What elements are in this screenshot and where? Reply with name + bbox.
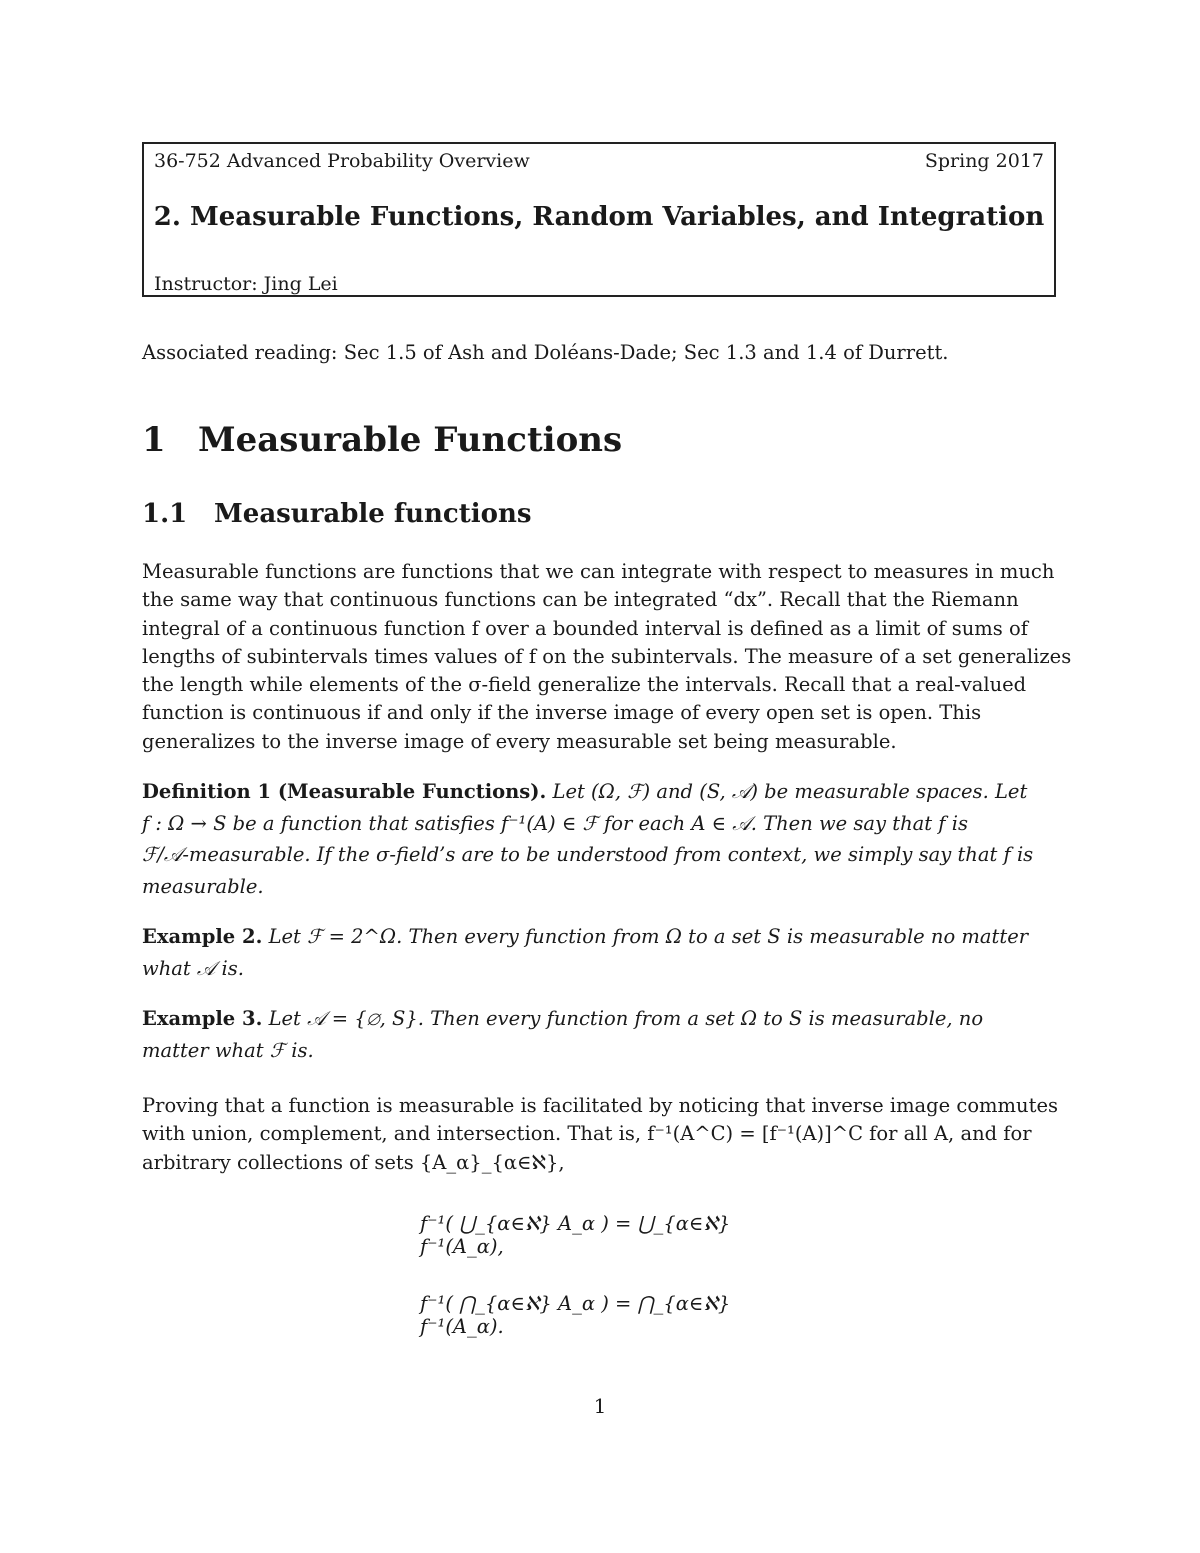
closing-paragraph — [142, 1092, 1058, 1177]
example-text: Let ℱ = 2^Ω. Then every function from Ω to a set S is measurable no matter — [268, 925, 1029, 948]
definition-line: ℱ/𝒜-measurable. If the σ-field’s are to be understood from context, we simply say that f is — [142, 843, 1034, 866]
intro-paragraph — [142, 558, 1072, 756]
example-2 — [142, 921, 1058, 984]
associated-reading: Associated reading: Sec 1.5 of Ash and Doléans-Dade; Sec 1.3 and 1.4 of Durrett. — [142, 341, 949, 364]
definition-text: Let (Ω, ℱ) and (S, 𝒜) be measurable spaces. Let — [552, 780, 1028, 803]
definition-line — [142, 776, 1058, 808]
paragraph-line: with union, complement, and intersection. That is, f⁻¹(A^C) = [f⁻¹(A)]^C for all A, and for — [142, 1122, 1032, 1146]
definition-1 — [142, 776, 1058, 902]
paragraph-line: the length while elements of the σ-field generalize the intervals. Recall that a real-valued — [142, 673, 1027, 697]
lecture-title: 2. Measurable Functions, Random Variables, and Integration — [153, 202, 1045, 232]
subsection-number: 1.1 — [142, 499, 188, 529]
display-equations — [420, 1200, 820, 1360]
paragraph-line: generalizes to the inverse image of every measurable set being measurable. — [142, 729, 897, 753]
example-line: matter what ℱ is. — [142, 1038, 314, 1062]
example-3 — [142, 1003, 1058, 1066]
definition-label: Definition 1 (Measurable Functions). — [142, 780, 547, 803]
definition-line: measurable. — [142, 874, 264, 898]
course-name: 36-752 Advanced Probability Overview — [154, 150, 530, 172]
example-line: what 𝒜 is. — [142, 956, 244, 980]
instructor-line: Instructor: Jing Lei — [154, 273, 338, 295]
section-heading — [142, 420, 622, 460]
paragraph-line: the same way that continuous functions can be integrated “dx”. Recall that the Riemann — [142, 588, 1019, 612]
paragraph-line: lengths of subintervals times values of f on the subintervals. The measure of a set generalizes — [142, 644, 1072, 668]
example-text: Let 𝒜 = {∅, S}. Then every function from a set Ω to S is measurable, no — [268, 1007, 984, 1030]
section-title: Measurable Functions — [198, 420, 623, 460]
definition-line: f : Ω → S be a function that satisfies f⁻¹(A) ∈ ℱ for each A ∈ 𝒜. Then we say that f is — [142, 811, 968, 835]
paragraph-line: integral of a continuous function f over a bounded interval is defined as a limit of sums of — [142, 616, 1028, 640]
section-number: 1 — [142, 420, 166, 460]
paragraph-line: function is continuous if and only if the inverse image of every open set is open. This — [142, 701, 982, 725]
page-number: 1 — [593, 1394, 607, 1418]
equation-union: f⁻¹( ⋃_{α∈ℵ} A_α ) = ⋃_{α∈ℵ} f⁻¹(A_α), — [420, 1212, 731, 1258]
example-label: Example 2. — [142, 925, 263, 948]
example-label: Example 3. — [142, 1007, 263, 1030]
term-label: Spring 2017 — [924, 150, 1044, 172]
lecture-header-box — [142, 142, 1056, 297]
example-line — [142, 921, 1058, 953]
subsection-title: Measurable functions — [214, 499, 532, 529]
subsection-heading — [142, 499, 532, 529]
paragraph-line: Measurable functions are functions that we can integrate with respect to measures in much — [142, 560, 1055, 583]
paragraph-line: arbitrary collections of sets {A_α}_{α∈ℵ}, — [142, 1150, 565, 1174]
paragraph-line: Proving that a function is measurable is facilitated by noticing that inverse image commutes — [142, 1094, 1058, 1117]
example-line — [142, 1003, 1058, 1035]
equation-intersection: f⁻¹( ⋂_{α∈ℵ} A_α ) = ⋂_{α∈ℵ} f⁻¹(A_α). — [420, 1292, 731, 1338]
